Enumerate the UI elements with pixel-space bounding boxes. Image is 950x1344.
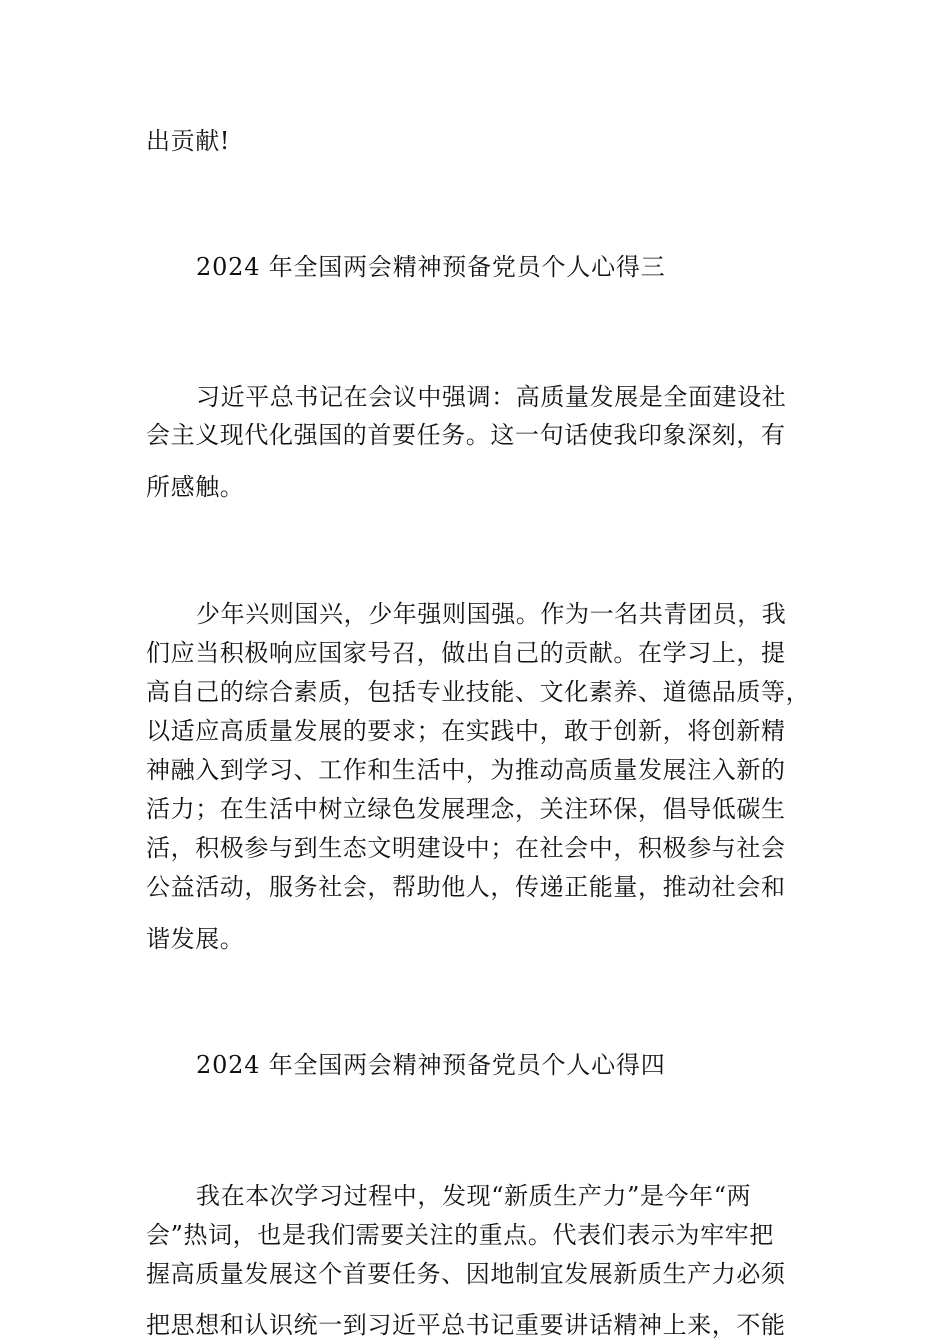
paragraph-line: 把思想和认识统一到习近平总书记重要讲话精神上来，不能 bbox=[146, 1311, 786, 1339]
section-heading-3: 2024 年全国两会精神预备党员个人心得三 bbox=[196, 253, 666, 281]
paragraph-line: 我在本次学习过程中，发现“新质生产力”是今年“两 bbox=[196, 1182, 752, 1210]
paragraph-line: 会”热词，也是我们需要关注的重点。代表们表示为牢牢把 bbox=[146, 1221, 774, 1249]
paragraph-line: 少年兴则国兴，少年强则国强。作为一名共青团员，我 bbox=[196, 600, 787, 628]
paragraph-line: 活力；在生活中树立绿色发展理念，关注环保，倡导低碳生 bbox=[146, 795, 786, 823]
paragraph-line: 所感触。 bbox=[146, 473, 245, 501]
paragraph-line: 公益活动，服务社会，帮助他人，传递正能量，推动社会和 bbox=[146, 873, 786, 901]
paragraph-line: 谐发展。 bbox=[146, 925, 245, 953]
section-heading-4: 2024 年全国两会精神预备党员个人心得四 bbox=[196, 1051, 666, 1079]
paragraph-line: 握高质量发展这个首要任务、因地制宜发展新质生产力必须 bbox=[146, 1260, 786, 1288]
paragraph-line: 以适应高质量发展的要求；在实践中，敢于创新，将创新精 bbox=[146, 717, 786, 745]
continuation-text: 出贡献! bbox=[146, 127, 231, 155]
paragraph-line: 活，积极参与到生态文明建设中；在社会中，积极参与社会 bbox=[146, 834, 786, 862]
paragraph-line: 习近平总书记在会议中强调：高质量发展是全面建设社 bbox=[196, 383, 787, 411]
paragraph-line: 们应当积极响应国家号召，做出自己的贡献。在学习上，提 bbox=[146, 639, 786, 667]
paragraph-line: 神融入到学习、工作和生活中，为推动高质量发展注入新的 bbox=[146, 756, 786, 784]
paragraph-line: 高自己的综合素质，包括专业技能、文化素养、道德品质等， bbox=[146, 678, 811, 706]
paragraph-line: 会主义现代化强国的首要任务。这一句话使我印象深刻，有 bbox=[146, 421, 786, 449]
